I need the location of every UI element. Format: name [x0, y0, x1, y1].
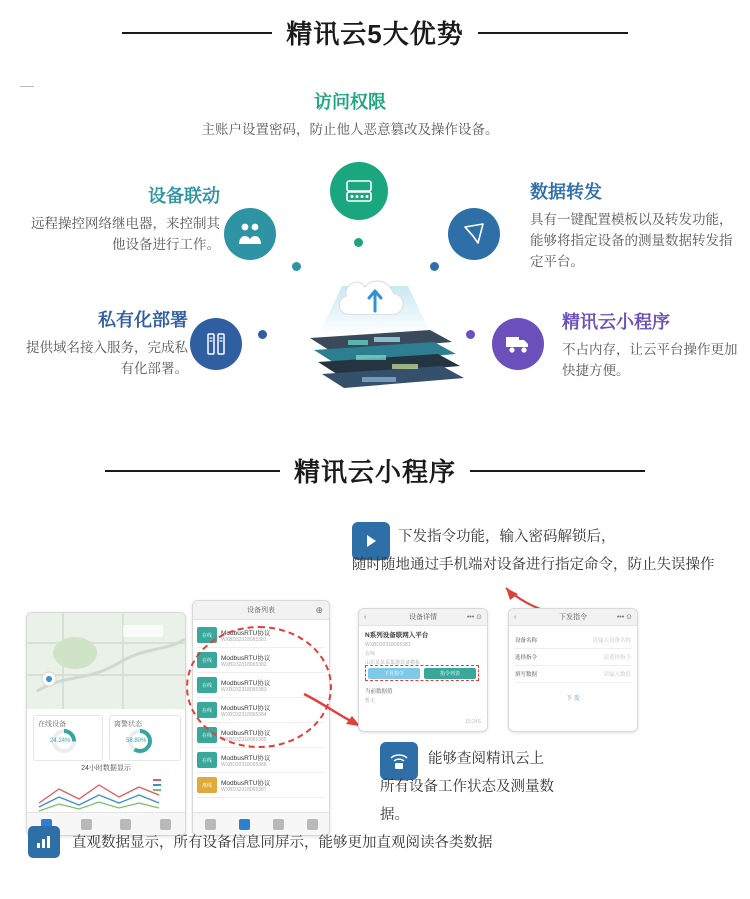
- advantage-title: 设备联动: [148, 186, 220, 206]
- command-button-row: [365, 665, 479, 681]
- chart-icon-glyph: [35, 834, 53, 850]
- status-badge: 在线: [197, 752, 217, 768]
- decor-line: [20, 86, 34, 87]
- map-graphic: [27, 613, 185, 709]
- phone-device-detail: [358, 608, 488, 732]
- advantage-data-forward: [530, 178, 738, 273]
- server-icon-glyph: [344, 178, 374, 204]
- heading-rule-left: [122, 32, 272, 34]
- list-item[interactable]: [197, 748, 325, 773]
- advantage-access-permission: [200, 88, 500, 141]
- advantage-title: 数据转发: [530, 182, 602, 202]
- field-label: 填写数据: [515, 672, 538, 678]
- send-icon-glyph: [461, 221, 487, 247]
- tab-home-icon[interactable]: [205, 819, 216, 830]
- section-heading-miniprogram: [0, 452, 750, 489]
- truck-icon: [492, 318, 544, 370]
- play-icon-glyph: [363, 533, 379, 549]
- section-heading-advantages: [0, 14, 750, 51]
- phone-title: 设备详情: [409, 614, 437, 621]
- advantage-title: 精讯云小程序: [562, 312, 670, 332]
- device-name: ModbusRTU协议: [221, 704, 271, 712]
- section-title: 精讯云小程序: [293, 457, 456, 487]
- advantage-desc: 远程操控网络继电器，来控制其他设备进行工作。: [31, 216, 220, 252]
- connector-dot: [292, 262, 301, 271]
- tab-user-icon[interactable]: [307, 819, 318, 830]
- map-area[interactable]: [27, 613, 185, 709]
- chart-panel: [33, 763, 179, 813]
- device-sub: WXBD32318065382: [221, 661, 267, 668]
- add-icon[interactable]: ⊕: [315, 604, 323, 615]
- footer-label: 当前数据值: [365, 689, 393, 695]
- form-row[interactable]: [515, 666, 631, 683]
- advantage-desc: 不占内存，让云平台操作更加快捷方便。: [562, 342, 738, 378]
- heading-rule-right: [478, 32, 628, 34]
- tab-user-icon[interactable]: [160, 819, 171, 830]
- stat-card-alarm: [109, 715, 181, 761]
- phone-title: 下发指令: [559, 614, 587, 621]
- line-chart: [33, 773, 179, 815]
- stat-card-online: [33, 715, 103, 761]
- field-label: 选择指令: [515, 655, 538, 661]
- tab-link-icon[interactable]: [239, 819, 250, 830]
- device-sub: WXBD32318065381: [221, 636, 267, 643]
- device-name: ModbusRTU协议: [221, 654, 271, 662]
- footer-time: 15:24S: [465, 719, 481, 725]
- advantage-mini-program: [562, 308, 738, 382]
- connector-dot: [354, 238, 363, 247]
- status-badge: 离线: [197, 777, 217, 793]
- callout-status-line3: 据。: [380, 807, 409, 823]
- list-item[interactable]: [197, 773, 325, 798]
- phone-title: 设备列表: [247, 607, 275, 614]
- device-sub: WXBD32318065387: [221, 786, 267, 793]
- advantage-desc: 具有一键配置模板以及转发功能，能够将指定设备的测量数据转发指定平台。: [530, 212, 733, 269]
- callout-command-line1: 下发指令功能，输入密码解锁后，: [398, 529, 616, 545]
- more-icon[interactable]: ••• ⊙: [466, 614, 482, 621]
- server-icon: [330, 162, 388, 220]
- device-sub: WXBD32318065384: [221, 711, 267, 718]
- tab-device-icon[interactable]: [273, 819, 284, 830]
- phone-titlebar: [193, 601, 329, 620]
- callout-command-line2: 随时随地通过手机端对设备进行指定命令，防止失误操作: [352, 557, 715, 573]
- callout-data-display: 直观数据显示，所有设备信息同屏示，能够更加直观阅读各类数据: [72, 835, 493, 851]
- command-list-button[interactable]: 指令列表: [424, 668, 476, 679]
- field-value: 请选择指令: [603, 655, 631, 661]
- wifi-lock-icon-glyph: [389, 752, 409, 770]
- advantage-desc: 主账户设置密码，防止他人恶意篡改及操作设备。: [201, 122, 499, 137]
- server-rack-icon: [190, 318, 242, 370]
- device-name: ModbusRTU协议: [221, 779, 271, 787]
- advantage-device-linkage: [20, 182, 220, 256]
- chart-icon: [28, 826, 60, 858]
- form-row[interactable]: [515, 632, 631, 649]
- connector-dot: [258, 330, 267, 339]
- device-sub: WXBD32318065385: [221, 736, 267, 743]
- status-badge: 在线: [197, 702, 217, 718]
- stat-card-label: 离警状态: [114, 721, 142, 728]
- device-name: ModbusRTU协议: [221, 679, 271, 687]
- tab-device-icon[interactable]: [120, 819, 131, 830]
- stat-card-value: 24.24%: [50, 738, 71, 744]
- people-icon-glyph: [236, 221, 264, 247]
- send-icon: [448, 208, 500, 260]
- device-sub: WXBD32318065386: [221, 761, 267, 768]
- device-name: ModbusRTU协议: [221, 754, 271, 762]
- callout-status-line1: 能够查阅精讯云上: [428, 751, 544, 767]
- status-badge: 在线: [197, 627, 217, 643]
- submit-button[interactable]: 下 发: [566, 696, 580, 702]
- more-icon[interactable]: ••• ⊙: [616, 614, 632, 621]
- field-value: 请输入数值: [603, 672, 631, 678]
- people-icon: [224, 208, 276, 260]
- advantage-private-deploy: [20, 306, 188, 380]
- phone-titlebar: [359, 609, 487, 626]
- detail-field: 山东某某采集器设备模板: [365, 660, 421, 666]
- form-row[interactable]: [515, 649, 631, 666]
- truck-icon-glyph: [504, 333, 532, 355]
- advantage-title: 访问权限: [314, 92, 386, 112]
- status-badge: 在线: [197, 652, 217, 668]
- cloud-stack-svg: [270, 280, 480, 390]
- server-rack-icon-glyph: [204, 331, 228, 357]
- chart-title: 24小时数据显示: [81, 765, 131, 772]
- device-name: ModbusRTU协议: [221, 729, 271, 737]
- device-name: ModbusRTU协议: [221, 629, 271, 637]
- back-icon[interactable]: ‹: [514, 613, 517, 621]
- field-label: 设备名称: [515, 638, 538, 644]
- status-badge: 在线: [197, 677, 217, 693]
- phone-map-dashboard: [26, 612, 186, 836]
- detail-field: WXBD32318065381: [365, 642, 411, 648]
- back-icon[interactable]: ‹: [364, 613, 367, 621]
- stat-card-value: 58.80%: [126, 738, 147, 744]
- field-value: 请输入设备名称: [592, 638, 631, 644]
- phone-titlebar: [509, 609, 637, 626]
- heading-rule-left: [105, 470, 280, 472]
- advantage-title: 私有化部署: [98, 310, 188, 330]
- advantage-desc: 提供域名接入服务，完成私有化部署。: [26, 340, 188, 376]
- connector-dot: [430, 262, 439, 271]
- cloud-platform-graphic: [270, 280, 480, 390]
- status-badge: 在线: [197, 727, 217, 743]
- tab-link-icon[interactable]: [81, 819, 92, 830]
- detail-field: 在线: [365, 651, 376, 657]
- stat-card-label: 在线设备: [38, 721, 66, 728]
- page-title: 精讯云5大优势: [286, 19, 464, 49]
- phone-command-page: [508, 608, 638, 732]
- send-command-button[interactable]: 下发指令: [368, 668, 420, 679]
- footer-value: 暂无: [365, 698, 376, 704]
- callout-status-line2: 所有设备工作状态及测量数: [380, 779, 554, 795]
- device-sub: WXBD32318065383: [221, 686, 267, 693]
- device-title: N系列设备联网入平台: [365, 632, 429, 639]
- heading-rule-right: [470, 470, 645, 472]
